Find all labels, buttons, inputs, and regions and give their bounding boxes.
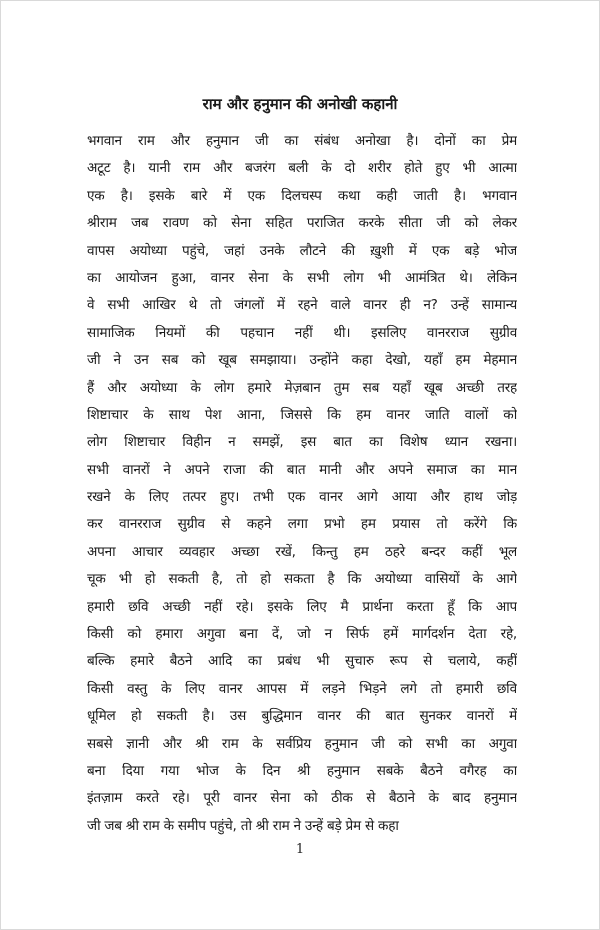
text-line: वापस अयोध्या पहुंचे, जहां उनके लौटने की ख़ुशी में एक बड़े भोज xyxy=(87,242,517,259)
text-line: लोग शिष्टाचार विहीन न समझें, इस बात का विशेष ध्यान रखना। xyxy=(87,434,517,451)
page-title: राम और हनुमान की अनोखी कहानी xyxy=(202,95,398,113)
page-number: 1 xyxy=(295,842,305,857)
text-line: रखने के लिए तत्पर हुए। तभी एक वानर आगे आया और हाथ जोड़ xyxy=(87,489,517,506)
text-line: अटूट है। यानी राम और बजरंग बली के दो शरीर होते हुए भी आत्मा xyxy=(87,160,517,177)
text-line: जी जब श्री राम के समीप पहुंचे, तो श्री राम ने उन्हें बड़े प्रेम से कहा xyxy=(87,817,399,834)
text-line: कर वानरराज सुग्रीव से कहने लगा प्रभो हम प्रयास तो करेंगे कि xyxy=(87,516,517,533)
text-line: हमारी छवि अच्छी नहीं रहे। इसके लिए मै प्रार्थना करता हूँ कि आप xyxy=(87,598,517,615)
text-line: हैं और अयोध्या के लोग हमारे मेज़बान तुम सब यहाँ खूब अच्छी तरह xyxy=(87,379,517,396)
text-line: धूमिल हो सकती है। उस बुद्धिमान वानर की बात सुनकर वानरों में xyxy=(87,708,517,725)
text-line: बना दिया गया भोज के दिन श्री हनुमान सबके बैठने वगैरह का xyxy=(87,762,517,779)
text-line: सबसे ज्ञानी और श्री राम के सर्वप्रिय हनुमान जी को सभी का अगुवा xyxy=(87,735,517,752)
text-line: सामाजिक नियमों की पहचान नहीं थी। इसलिए वानरराज सुग्रीव xyxy=(87,324,517,341)
text-line: सभी वानरों ने अपने राजा की बात मानी और अपने समाज का मान xyxy=(87,461,517,478)
text-line: इंतज़ाम करते रहे। पूरी वानर सेना को ठीक से बैठाने के बाद हनुमान xyxy=(87,790,517,807)
text-line: किसी को हमारा अगुवा बना दें, जो न सिर्फ हमें मार्गदर्शन देता रहे, xyxy=(87,626,517,643)
text-line: किसी वस्तु के लिए वानर आपस में लड़ने भिड़ने लगे तो हमारी छवि xyxy=(87,680,517,697)
text-line: का आयोजन हुआ, वानर सेना के सभी लोग भी आमंत्रित थे। लेकिन xyxy=(87,269,517,286)
text-line: वे सभी आखिर थे तो जंगलों में रहने वाले वानर ही न? उन्हें सामान्य xyxy=(87,297,517,314)
text-line: एक है। इसके बारे में एक दिलचस्प कथा कही जाती है। भगवान xyxy=(87,187,517,204)
text-line: श्रीराम जब रावण को सेना सहित पराजित करके सीता जी को लेकर xyxy=(87,215,517,232)
text-line: जी ने उन सब को खूब समझाया। उन्होंने कहा देखो, यहाँ हम मेहमान xyxy=(87,352,517,369)
body-paragraph xyxy=(87,128,517,840)
text-line: भगवान राम और हनुमान जी का संबंध अनोखा है। दोनों का प्रेम xyxy=(87,133,517,149)
text-line: चूक भी हो सकती है, तो हो सकता है कि अयोध्या वासियों के आगे xyxy=(87,571,517,588)
text-line: शिष्टाचार के साथ पेश आना, जिससे कि हम वानर जाति वालों को xyxy=(87,406,517,423)
text-line: बल्कि हमारे बैठने आदि का प्रबंध भी सुचारु रूप से चलाये, कहीं xyxy=(87,653,517,670)
text-line: अपना आचार व्यवहार अच्छा रखें, किन्तु हम ठहरे बन्दर कहीं भूल xyxy=(87,543,517,560)
